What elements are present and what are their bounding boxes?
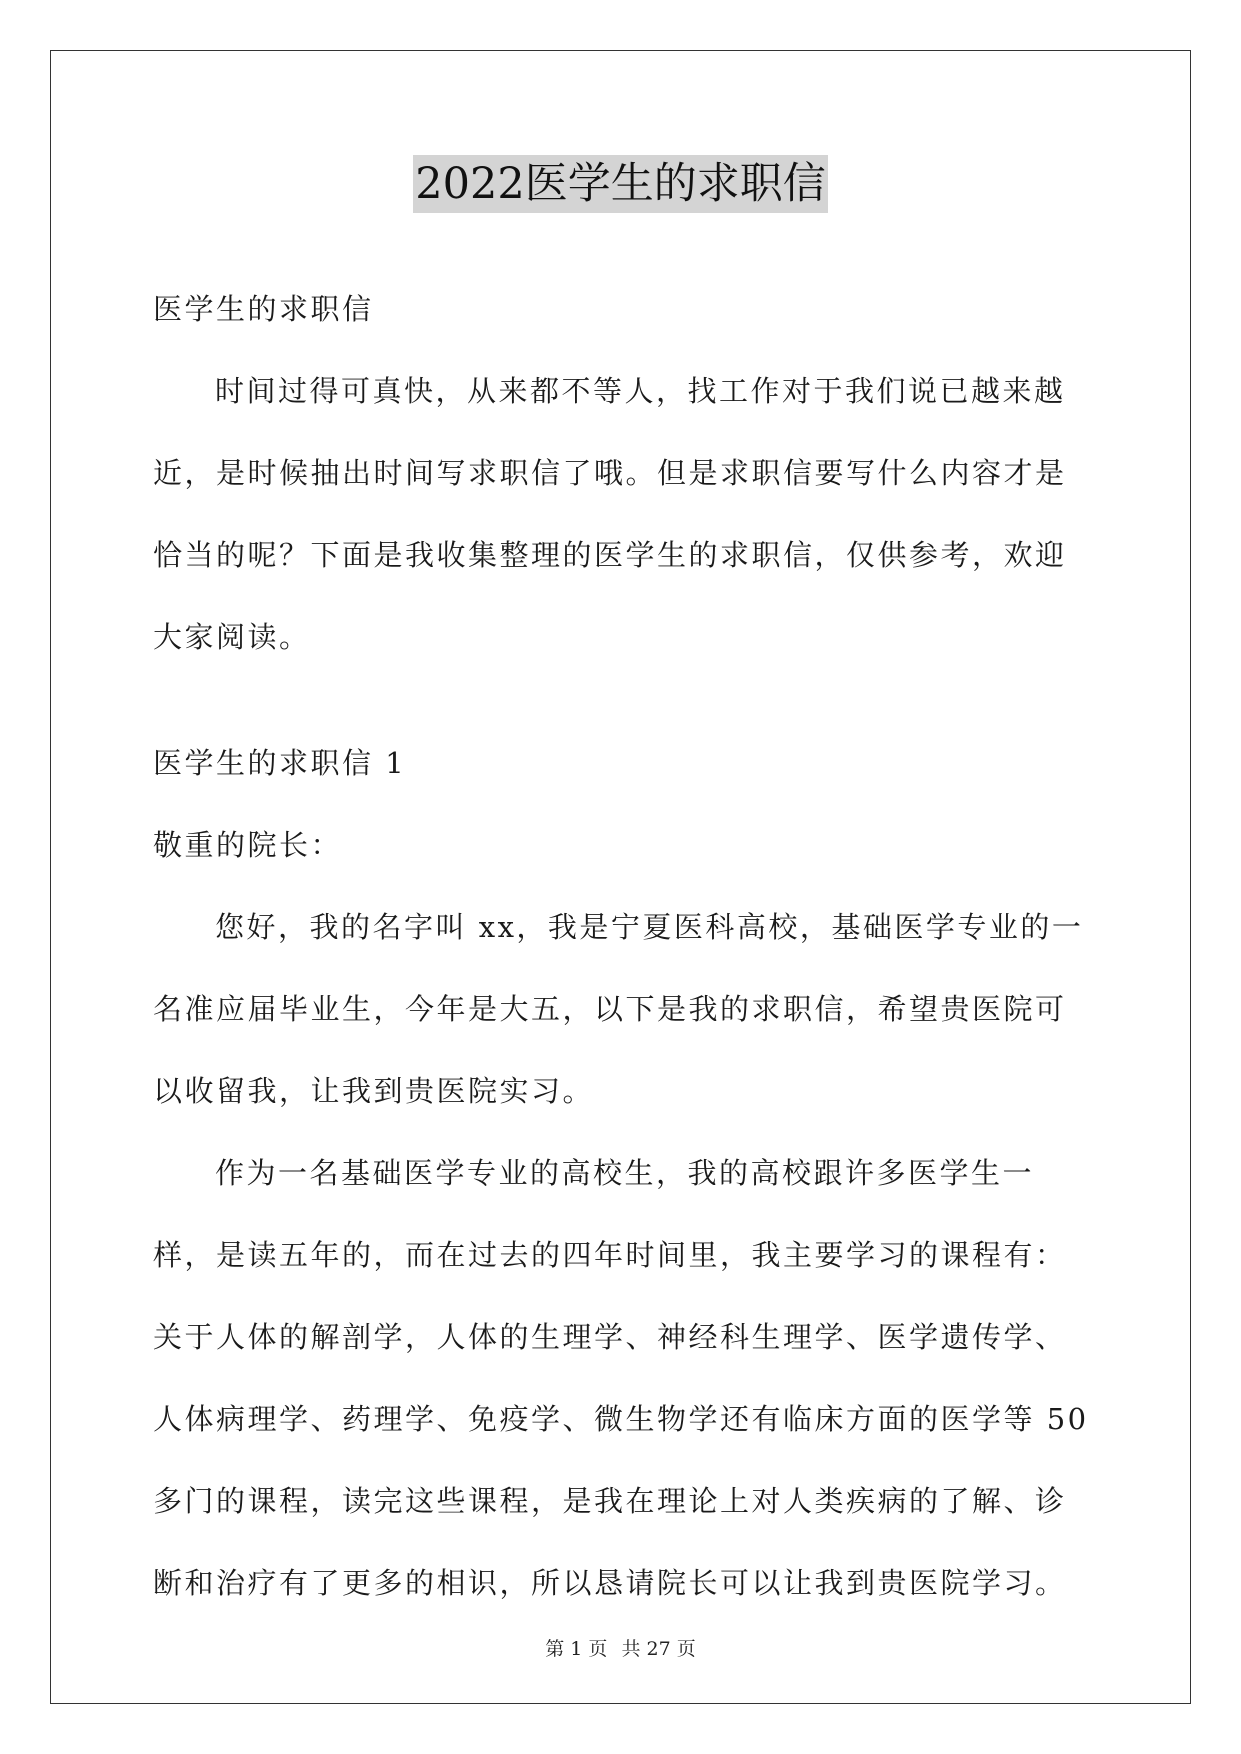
salutation: 敬重的院长：: [153, 828, 343, 862]
section-spacer: [153, 678, 1095, 722]
document-title: 2022医学生的求职信: [413, 155, 827, 213]
body-paragraph-2: 作为一名基础医学专业的高校生，我的高校跟许多医学生一样，是读五年的，而在过去的四年时间里，我主要学习的课程有：关于人体的解剖学，人体的生理学、神经科生理学、医学遗传学、人体病理学、药理学、免疫学、微生物学还有临床方面的医学等 50 多门的课程，读完这些课程，是我在理论上对人类疾病的了解、诊断和治疗有了更多的相识，所以恳请院长可以让我到贵医院学习。: [153, 1156, 1089, 1600]
document-heading: 医学生的求职信: [153, 292, 374, 326]
document-title-block: [0, 155, 1241, 213]
section-title: 医学生的求职信 1: [153, 746, 407, 780]
page-footer: [0, 1634, 1241, 1661]
page-number: 第 1 页: [545, 1638, 608, 1660]
body-paragraph-1: 您好，我的名字叫 xx，我是宁夏医科高校，基础医学专业的一名准应届毕业生，今年是大五，以下是我的求职信，希望贵医院可以收留我，让我到贵医院实习。: [153, 910, 1084, 1108]
document-body: [153, 268, 1095, 1624]
page-total: 共 27 页: [621, 1638, 696, 1660]
intro-paragraph: 时间过得可真快，从来都不等人，找工作对于我们说已越来越近，是时候抽出时间写求职信了哦。但是求职信要写什么内容才是恰当的呢？下面是我收集整理的医学生的求职信，仅供参考，欢迎大家阅读。: [153, 374, 1067, 654]
